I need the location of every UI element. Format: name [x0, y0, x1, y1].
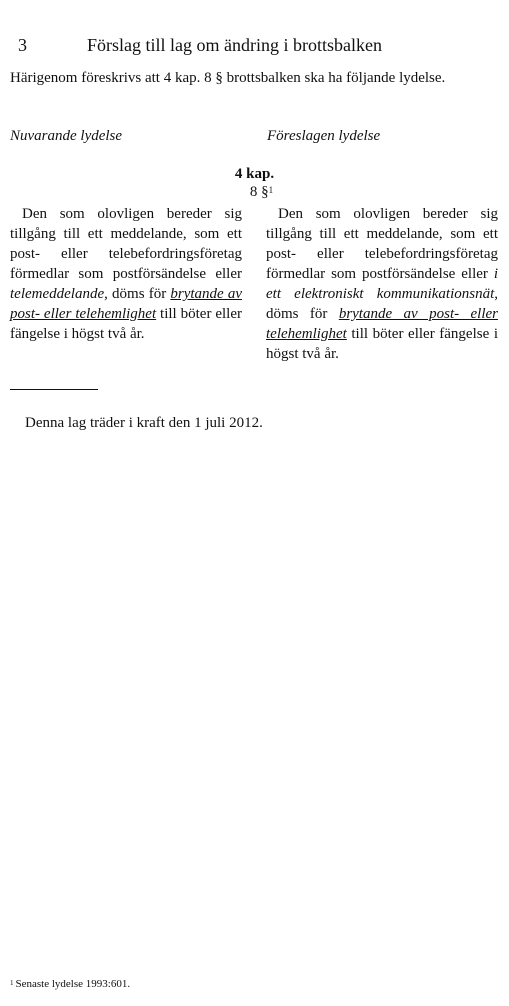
- footnote-reference: 1: [268, 185, 274, 195]
- section-number: 3: [18, 35, 27, 55]
- current-wording-heading: Nuvarande lydelse: [10, 128, 123, 144]
- proposed-text-italic: i ett elektroniskt kommunikationsnät: [266, 266, 498, 302]
- current-text-part: , döms för: [104, 286, 171, 302]
- paragraph-heading: [0, 182, 509, 202]
- current-text-part: till böter eller fängelse i högst två år.: [10, 306, 242, 342]
- current-text-part: Den som olovligen bereder sig tillgång till ett meddelande, som ett post- eller telebefordringsföretag förmedlar som postförsändelse eller: [10, 206, 242, 282]
- chapter-heading: 4 kap.: [234, 166, 275, 182]
- page-heading: [18, 34, 382, 56]
- proposed-text-offense-name: brytande av post- eller telehemlighet: [266, 306, 498, 342]
- intro-paragraph: Härigenom föreskrivs att 4 kap. 8 § brottsbalken ska ha följande lydelse.: [10, 70, 446, 86]
- section-title: Förslag till lag om ändring i brottsbalken: [87, 35, 382, 55]
- separator-rule: [10, 389, 98, 390]
- footnote: [10, 977, 130, 991]
- current-text-italic: telemeddelande: [10, 286, 105, 302]
- paragraph-number: 8 §: [249, 184, 269, 200]
- footnote-marker: 1: [10, 979, 14, 987]
- footnote-text: Senaste lydelse 1993:601.: [15, 978, 131, 990]
- proposed-text-part: , döms för: [266, 286, 498, 322]
- current-text-offense-name: brytande av post- eller telehemlighet: [10, 286, 242, 322]
- proposed-text-part: Den som olovligen bereder sig tillgång till ett meddelande, som ett post- eller telebefordringsföretag förmedlar som postförsändelse eller: [266, 206, 498, 282]
- proposed-wording-text: [266, 204, 498, 364]
- effective-date-note: Denna lag träder i kraft den 1 juli 2012.: [25, 415, 263, 431]
- current-wording-text: [10, 204, 242, 344]
- proposed-text-part: till böter eller fängelse i högst två år.: [266, 326, 498, 362]
- proposed-wording-heading: Föreslagen lydelse: [267, 128, 381, 144]
